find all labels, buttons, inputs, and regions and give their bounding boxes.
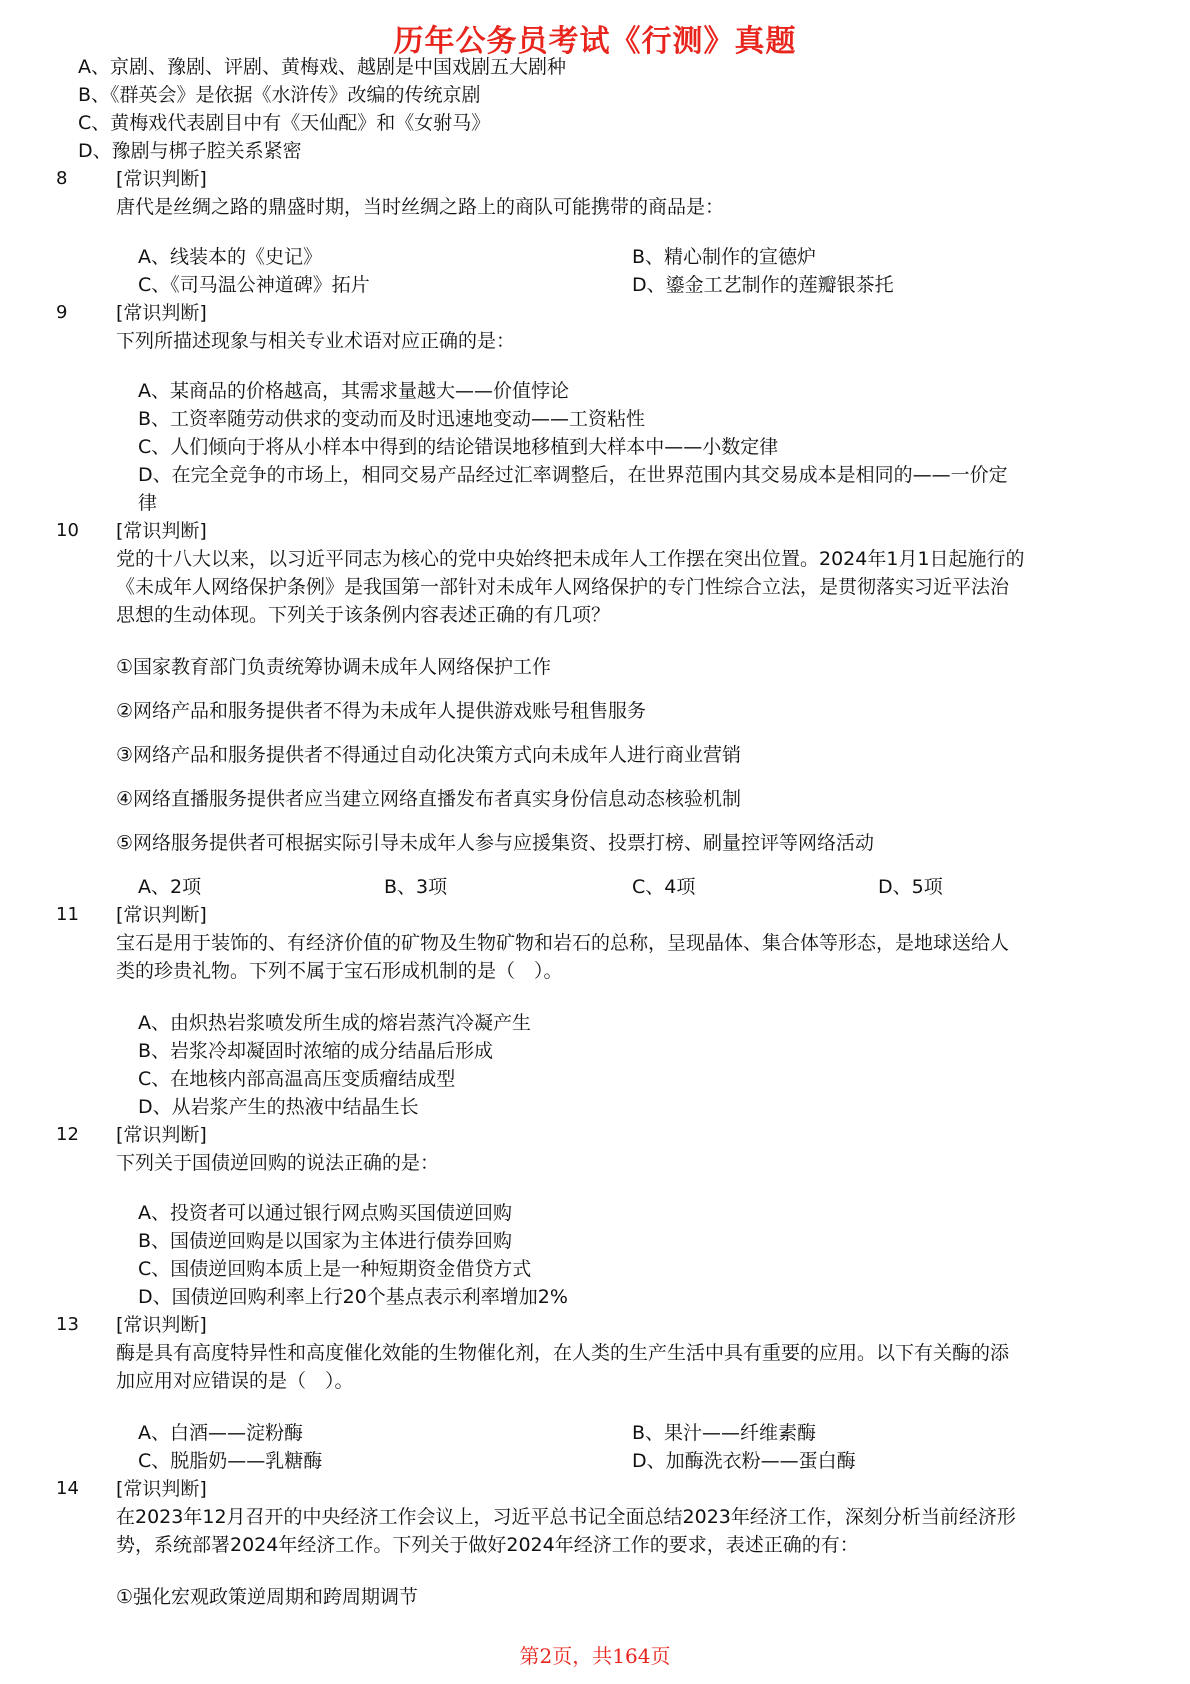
question-category: [常识判断]: [116, 520, 207, 542]
question-number: 12: [56, 1124, 79, 1145]
statement-item: ③网络产品和服务提供者不得通过自动化决策方式向未成年人进行商业营销: [116, 744, 742, 766]
question-number: 9: [56, 302, 68, 323]
option-c: C、在地核内部高温高压变质瘤结成型: [138, 1068, 456, 1090]
page-number: 第2页，共164页: [519, 1644, 671, 1668]
question-stem: 思想的生动体现。下列关于该条例内容表述正确的有几项？: [116, 604, 611, 626]
option-b: B、国债逆回购是以国家为主体进行债券回购: [138, 1230, 513, 1252]
question-stem: 唐代是丝绸之路的鼎盛时期，当时丝绸之路上的商队可能携带的商品是：: [116, 196, 725, 218]
statement-item: ⑤网络服务提供者可根据实际引导未成年人参与应援集资、投票打榜、刷量控评等网络活动: [116, 832, 875, 854]
option-d: D、从岩浆产生的热液中结晶生长: [138, 1096, 419, 1118]
question-category: [常识判断]: [116, 1124, 207, 1146]
option-c: C、《司马温公神道碑》拓片: [138, 274, 370, 296]
question-category: [常识判断]: [116, 1314, 207, 1336]
option-d: D、鎏金工艺制作的莲瓣银茶托: [632, 274, 894, 296]
question-stem: 在2023年12月召开的中央经济工作会议上，习近平总书记全面总结2023年经济工作，深刻分析当前经济形: [116, 1506, 1016, 1528]
option-c: C、国债逆回购本质上是一种短期资金借贷方式: [138, 1258, 532, 1280]
question-category: [常识判断]: [116, 302, 207, 324]
question-category: [常识判断]: [116, 168, 207, 190]
prev-option-d: D、豫剧与梆子腔关系紧密: [78, 140, 302, 162]
option-a: A、白酒——淀粉酶: [138, 1422, 303, 1444]
prev-option-b: B、《群英会》是依据《水浒传》改编的传统京剧: [78, 84, 481, 106]
statement-item: ②网络产品和服务提供者不得为未成年人提供游戏账号租售服务: [116, 700, 647, 722]
statement-item: ①国家教育部门负责统筹协调未成年人网络保护工作: [116, 656, 552, 678]
option-a: A、线装本的《史记》: [138, 246, 322, 268]
question-stem: 党的十八大以来，以习近平同志为核心的党中央始终把未成年人工作摆在突出位置。2024年1月1日起施行的: [116, 548, 1025, 570]
question-number: 11: [56, 904, 79, 925]
option-d: D、5项: [878, 876, 943, 898]
question-number: 14: [56, 1478, 79, 1499]
question-stem: 类的珍贵礼物。下列不属于宝石形成机制的是（ ）。: [116, 960, 563, 982]
option-b: B、果汁——纤维素酶: [632, 1422, 817, 1444]
prev-option-a: A、京剧、豫剧、评剧、黄梅戏、越剧是中国戏剧五大剧种: [78, 56, 566, 78]
option-a: A、投资者可以通过银行网点购买国债逆回购: [138, 1202, 512, 1224]
option-a: A、由炽热岩浆喷发所生成的熔岩蒸汽冷凝产生: [138, 1012, 531, 1034]
option-a: A、2项: [138, 876, 202, 898]
option-d-continued: 律: [138, 492, 158, 514]
question-stem: 加应用对应错误的是（ ）。: [116, 1370, 354, 1392]
option-b: B、3项: [384, 876, 448, 898]
option-b: B、精心制作的宣德炉: [632, 246, 817, 268]
question-stem: 《未成年人网络保护条例》是我国第一部针对未成年人网络保护的专门性综合立法，是贯彻落实习近平法治: [116, 576, 1010, 598]
question-stem: 势，系统部署2024年经济工作。下列关于做好2024年经济工作的要求，表述正确的有：: [116, 1534, 859, 1556]
question-category: [常识判断]: [116, 1478, 207, 1500]
question-number: 10: [56, 520, 79, 541]
option-c: C、脱脂奶——乳糖酶: [138, 1450, 323, 1472]
page-title: 历年公务员考试《行测》真题: [393, 24, 797, 59]
option-d: D、在完全竞争的市场上，相同交易产品经过汇率调整后，在世界范围内其交易成本是相同的——一价定: [138, 464, 1008, 486]
question-stem: 宝石是用于装饰的、有经济价值的矿物及生物矿物和岩石的总称，呈现晶体、集合体等形态，是地球送给人: [116, 932, 1010, 954]
statement-item: ①强化宏观政策逆周期和跨周期调节: [116, 1586, 419, 1608]
question-number: 13: [56, 1314, 79, 1335]
option-d: D、国债逆回购利率上行20个基点表示利率增加2%: [138, 1286, 568, 1308]
option-c: C、4项: [632, 876, 696, 898]
option-b: B、工资率随劳动供求的变动而及时迅速地变动——工资粘性: [138, 408, 646, 430]
question-number: 8: [56, 168, 68, 189]
option-d: D、加酶洗衣粉——蛋白酶: [632, 1450, 856, 1472]
question-stem: 下列关于国债逆回购的说法正确的是：: [116, 1152, 440, 1174]
question-stem: 酶是具有高度特异性和高度催化效能的生物催化剂，在人类的生产生活中具有重要的应用。以下有关酶的添: [116, 1342, 1010, 1364]
question-stem: 下列所描述现象与相关专业术语对应正确的是：: [116, 330, 516, 352]
statement-item: ④网络直播服务提供者应当建立网络直播发布者真实身份信息动态核验机制: [116, 788, 742, 810]
option-a: A、某商品的价格越高，其需求量越大——价值悖论: [138, 380, 569, 402]
option-b: B、岩浆冷却凝固时浓缩的成分结晶后形成: [138, 1040, 494, 1062]
question-category: [常识判断]: [116, 904, 207, 926]
option-c: C、人们倾向于将从小样本中得到的结论错误地移植到大样本中——小数定律: [138, 436, 779, 458]
prev-option-c: C、黄梅戏代表剧目中有《天仙配》和《女驸马》: [78, 112, 491, 134]
